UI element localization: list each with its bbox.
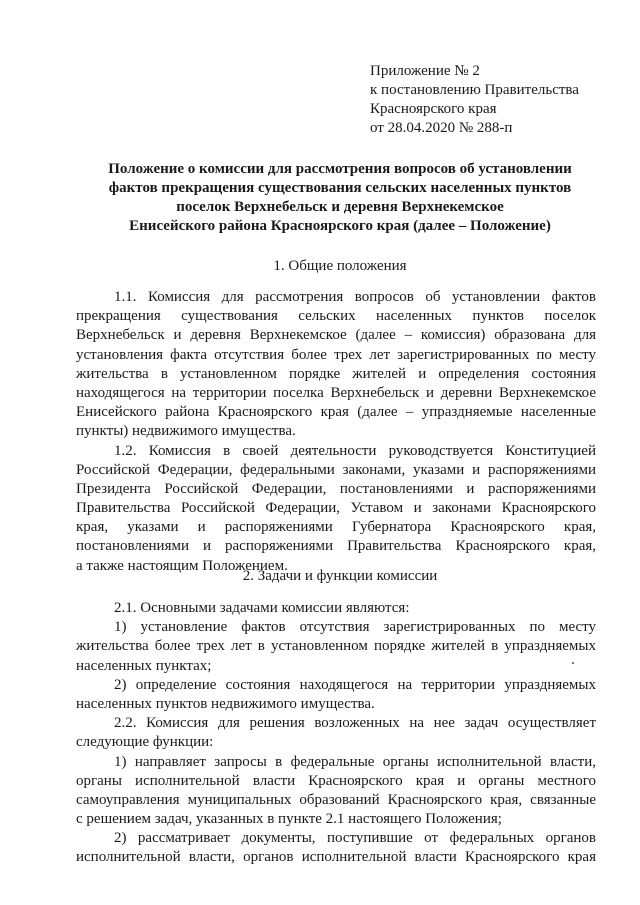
text-line: 2.2. Комиссия для решения возложенных на нее задач осуществляет — [114, 715, 596, 732]
text-line: Президента Российской Федерации, постановлениями и распоряжениями — [76, 480, 596, 497]
text-line: 1.2. Комиссия в своей деятельности руководствуется Конституцией — [114, 442, 596, 459]
section-2-body — [76, 599, 596, 868]
appendix-header — [370, 62, 620, 138]
text-line: а также настоящим Положением. — [76, 557, 288, 574]
title-line: поселок Верхнебельск и деревня Верхнекемское — [176, 199, 504, 215]
text-line: 2.1. Основными задачами комиссии являются: — [114, 600, 410, 616]
text-line: установления факта отсутствия более трех лет зарегистрированных по месту — [76, 346, 596, 363]
appendix-line: Красноярского края — [370, 101, 497, 117]
text-line: жительства в установленном порядке жителей и определения состояния — [76, 365, 596, 382]
section-2-heading: 2. Задачи и функции комиссии — [242, 568, 438, 584]
text-line: самоуправления муниципальных образований Красноярского края, связанные — [76, 791, 596, 808]
appendix-line: от 28.04.2020 № 288-п — [370, 120, 513, 136]
text-line: исполнительной власти, органов исполнительной власти Красноярского края — [76, 849, 596, 866]
text-line: органы исполнительной власти Красноярского края и органы местного — [76, 772, 596, 789]
text-line: Верхнебельск и деревня Верхнекемское (далее – комиссия) образована для — [76, 327, 596, 344]
section-1-body — [76, 288, 596, 576]
title-line: Енисейского района Красноярского края (далее – Положение) — [129, 218, 551, 234]
appendix-line: к постановлению Правительства — [370, 82, 579, 98]
text-line: 1) направляет запросы в федеральные органы исполнительной власти, — [114, 753, 596, 770]
text-line: Правительства Российской Федерации, Уставом и законами Красноярского — [76, 500, 596, 517]
text-line: находящегося на территории поселка Верхнебельск и деревни Верхнекемское — [76, 384, 596, 401]
text-line: прекращения существования сельских населенных пунктов поселок — [76, 308, 596, 325]
text-line: 1) установление фактов отсутствия зарегистрированных по месту — [114, 619, 596, 636]
text-line: 1.1. Комиссия для рассмотрения вопросов об установлении фактов — [114, 289, 596, 305]
text-line: населенных пунктов недвижимого имущества. — [76, 695, 375, 712]
document-title — [80, 160, 600, 236]
text-line: следующие функции: — [76, 734, 214, 751]
text-line: края, указами и распоряжениями Губернатора Красноярского края, — [76, 519, 596, 536]
text-line: пункты) недвижимого имущества. — [76, 423, 296, 440]
title-line: фактов прекращения существования сельских населенных пунктов — [108, 180, 572, 196]
text-line: 2) рассматривает документы, поступившие от федеральных органов — [114, 830, 596, 847]
scan-speck — [572, 662, 574, 664]
text-line: постановлениями и распоряжениями Правительства Красноярского края, — [76, 538, 596, 555]
text-line: 2) определение состояния находящегося на территории упраздняемых — [114, 676, 596, 693]
text-line: с решением задач, указанных в пункте 2.1 настоящего Положения; — [76, 811, 502, 828]
title-line: Положение о комиссии для рассмотрения вопросов об установлении — [108, 161, 572, 177]
text-line: жительства более трех лет в установленном порядке жителей в упраздняемых — [76, 638, 596, 655]
appendix-line: Приложение № 2 — [370, 63, 480, 79]
text-line: населенных пунктах; — [76, 657, 212, 674]
text-line: Енисейского района Красноярского края (далее – упраздняемые населенные — [76, 404, 596, 421]
text-line: Российской Федерации, федеральными законами, указами и распоряжениями — [76, 461, 596, 478]
section-1-heading: 1. Общие положения — [273, 258, 407, 274]
